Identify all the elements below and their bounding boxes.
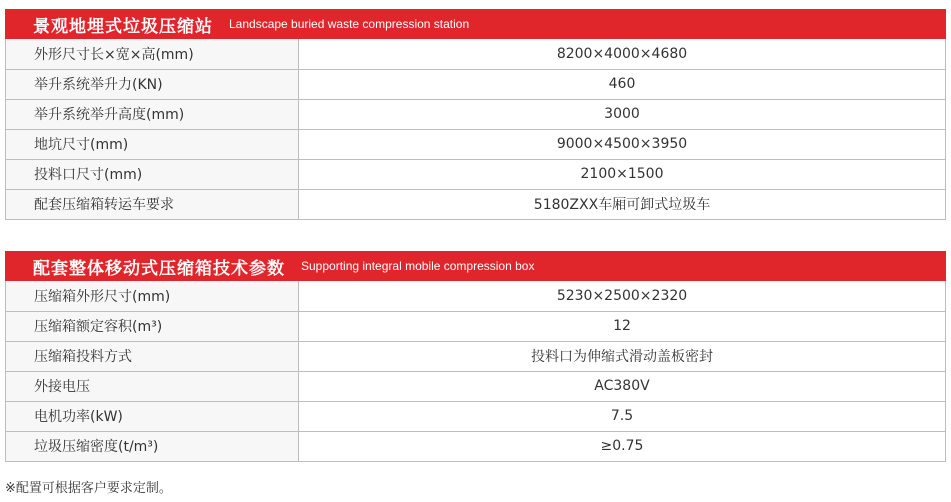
table-row [6,341,946,371]
table-row [6,39,946,69]
table-row [6,311,946,341]
row-value: ≥0.75 [299,431,946,461]
spec-table [5,39,946,220]
table-row [6,129,946,159]
row-value: 投料口为伸缩式滑动盖板密封 [299,341,946,371]
footnote: ※配置可根据客户要求定制。 [5,481,172,496]
spec-table [5,281,946,462]
table-row [6,159,946,189]
row-label: 外接电压 [6,371,299,401]
row-value: AC380V [299,371,946,401]
section-title: 景观地埋式垃圾压缩站 [33,16,213,37]
table-row [6,189,946,219]
row-value: 2100×1500 [299,159,946,189]
row-value: 460 [299,69,946,99]
row-label: 垃圾压缩密度(t/m³) [6,431,299,461]
table-row [6,431,946,461]
table-row [6,69,946,99]
row-label: 举升系统举升力(KN) [6,69,299,99]
row-value: 9000×4500×3950 [299,129,946,159]
row-label: 外形尺寸长×宽×高(mm) [6,39,299,69]
row-label: 配套压缩箱转运车要求 [6,189,299,219]
spec-table-station [5,9,946,220]
row-value: 5180ZXX车厢可卸式垃圾车 [299,189,946,219]
row-label: 电机功率(kW) [6,401,299,431]
row-label: 地坑尺寸(mm) [6,129,299,159]
section-header [5,9,946,39]
row-label: 投料口尺寸(mm) [6,159,299,189]
section-title: 配套整体移动式压缩箱技术参数 [33,258,285,279]
row-value: 12 [299,311,946,341]
row-label: 压缩箱额定容积(m³) [6,311,299,341]
row-value: 5230×2500×2320 [299,281,946,311]
table-row [6,99,946,129]
row-value: 3000 [299,99,946,129]
section-subtitle: Supporting integral mobile compression box [301,259,535,273]
table-row [6,371,946,401]
spec-table-compression-box [5,251,946,462]
row-value: 7.5 [299,401,946,431]
row-value: 8200×4000×4680 [299,39,946,69]
row-label: 压缩箱外形尺寸(mm) [6,281,299,311]
table-row [6,401,946,431]
row-label: 举升系统举升高度(mm) [6,99,299,129]
section-header [5,251,946,281]
table-row [6,281,946,311]
section-subtitle: Landscape buried waste compression station [229,17,470,31]
row-label: 压缩箱投料方式 [6,341,299,371]
